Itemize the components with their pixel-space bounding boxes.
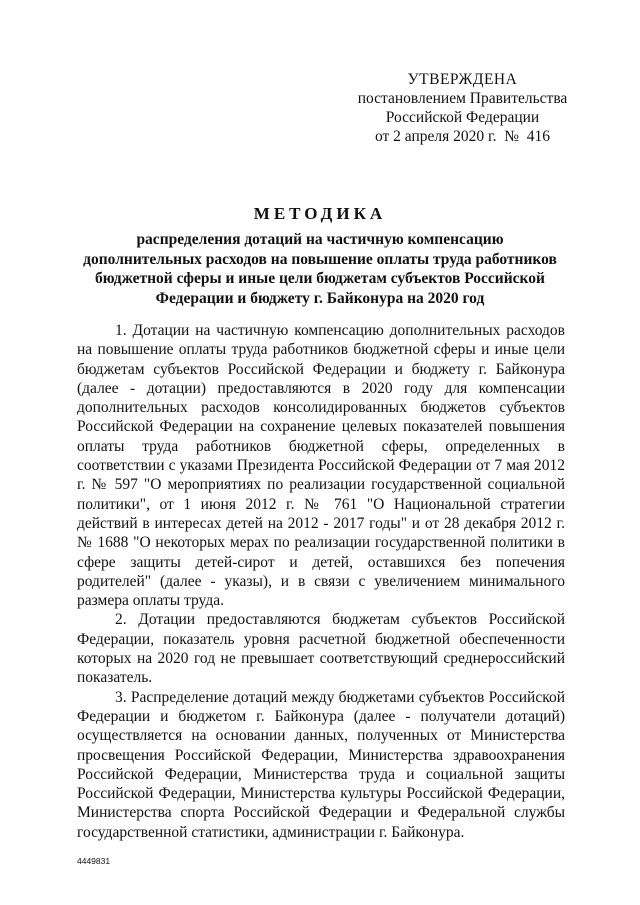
approval-line: постановлением Правительства: [357, 90, 568, 107]
paragraph-2: 2. Дотации предоставляются бюджетам субъектов Российской Федерации, показатель уровня расчетной бюджетной обеспеченности которых на 2020 год не превышает соответствующий среднероссийский показатель.: [77, 611, 565, 687]
document-id: 4449831: [77, 856, 111, 866]
approval-block: [355, 70, 570, 146]
approval-heading: УТВЕРЖДЕНА: [407, 71, 518, 88]
document-subtitle: распределения дотаций на частичную компенсацию дополнительных расходов на повышение оплаты труда работников бюджетной сферы и иные цели бюджетам субъектов Российской Федерации и бюджету г. Байконура на 2020 год: [83, 231, 557, 307]
paragraph-1: 1. Дотации на частичную компенсацию дополнительных расходов на повышение оплаты труда работников бюджетной сферы и иные цели бюджетам субъектов Российской Федерации и бюджету г. Байконура (далее - дотации) предоставляются в 2020 году для компенсации дополнительных расходов консолидированных бюджетов субъектов Российской Федерации на сохранение целевых показателей повышения оплаты труда работников бюджетной сферы, определенных в соответствии с указами Президента Российской Федерации от 7 мая 2012 г. № 597 "О мероприятиях по реализации государственной социальной политики", от 1 июня 2012 г. № 761 "О Национальной стратегии действий в интересах детей на 2012 - 2017 годы" и от 28 декабря 2012 г. № 1688 "О некоторых мерах по реализации государственной политики в сфере защиты детей-сирот и детей, оставшихся без попечения родителей" (далее - указы), и в связи с увеличением минимального размера оплаты труда.: [77, 322, 565, 610]
document-body: [77, 321, 565, 842]
approval-line: Российской Федерации: [385, 109, 540, 126]
paragraph-3: 3. Распределение дотаций между бюджетами субъектов Российской Федерации и бюджетом г. Байконура (далее - получатели дотаций) осуществляется на основании данных, полученных от Министерства просвещения Российской Федерации, Министерства здравоохранения Российской Федерации, Министерства труда и социальной защиты Российской Федерации, Министерства культуры Российской Федерации, Министерства спорта Российской Федерации и Федеральной службы государственной статистики, администрации г. Байконура.: [77, 688, 565, 841]
document-title: МЕТОДИКА: [253, 204, 387, 223]
approval-date-number: от 2 апреля 2020 г. № 416: [374, 128, 551, 145]
